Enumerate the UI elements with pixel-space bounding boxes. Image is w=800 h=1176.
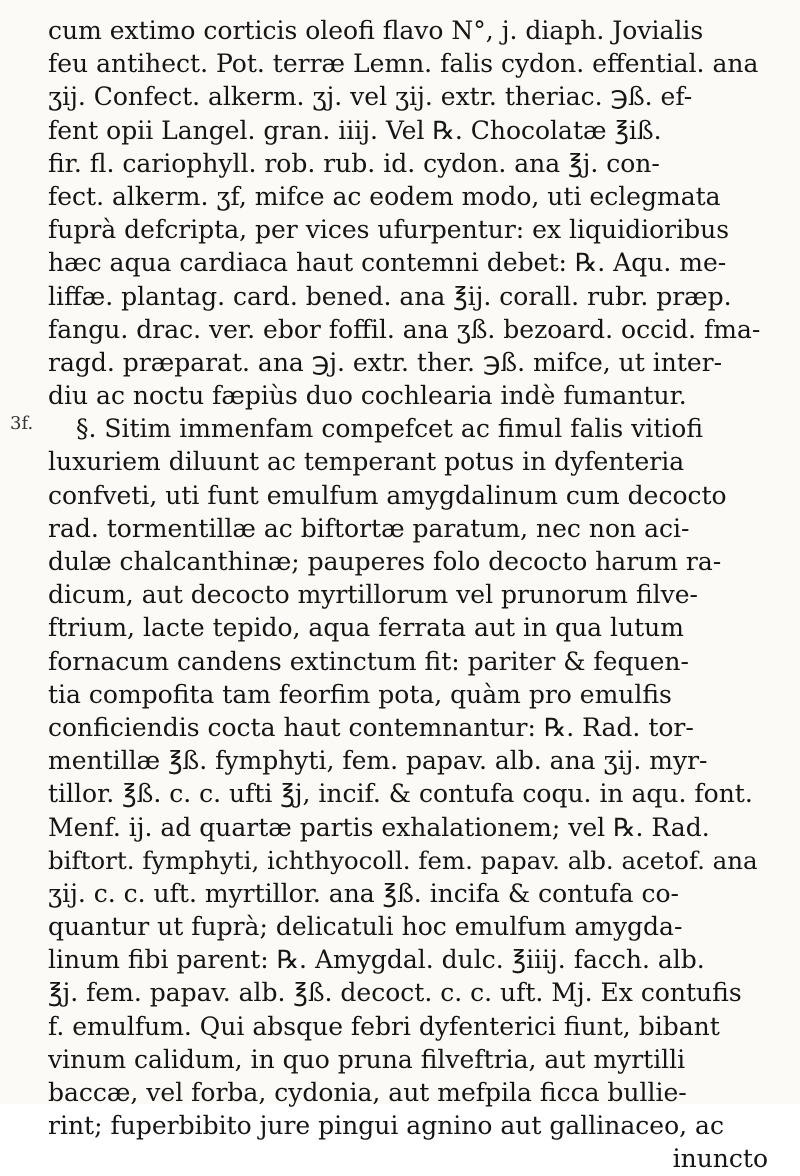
text-line: ʒij. c. c. uft. myrtillor. ana ℥ß. incifa & contufa co- [48,878,679,908]
text-line: dulæ chalcanthinæ; pauperes folo decocto harum ra- [48,547,722,576]
text-line: luxuriem diluunt ac temperant potus in dyfenteria [48,447,685,477]
text-line: fir. fl. cariophyll. rob. rub. id. cydon. ana ℥j. con- [48,148,660,178]
text-line: Menf. ij. ad quartæ partis exhalationem; vel ℞. Rad. [48,812,710,842]
text-line: rad. tormentillæ ac biftortæ paratum, nec non aci- [48,513,690,543]
text-line: f. emulfum. Qui absque febri dyfenterici fiunt, bibant [48,1011,720,1041]
text-line: tillor. ℥ß. c. c. ufti ℥j, incif. & contufa coqu. in aqu. font. [48,779,753,809]
text-line: biftort. fymphyti, ichthyocoll. fem. papav. alb. acetof. ana [48,845,758,875]
text-line: cum extimo corticis oleofi flavo N°, j. diaph. Jovialis [48,16,704,45]
text-block [48,14,768,1176]
text-line: linum fibi parent: ℞. Amygdal. dulc. ℥iiij. facch. alb. [48,945,705,975]
text-line: hæc aqua cardiaca haut contemni debet: ℞. Aqu. me- [48,248,727,278]
text-line: confveti, uti funt emulfum amygdalinum cum decocto [48,480,727,510]
text-line: mentillæ ℥ß. fymphyti, fem. papav. alb. ana ʒij. myr- [48,746,708,776]
text-line: fuprà defcripta, per vices ufurpentur: ex liquidioribus [48,215,730,245]
text-line: ragd. præparat. ana ℈j. extr. ther. ℈ß. mifce, ut inter- [48,347,723,377]
text-line: fangu. drac. ver. ebor foffil. ana ʒß. bezoard. occid. fma- [48,314,761,344]
text-line: diu ac noctu fæpiùs duo cochlearia indè fumantur. [48,381,687,411]
text-line: §. Sitim immenfam compefcet ac fimul falis vitiofi [76,414,704,444]
text-line: ʒij. Confect. alkerm. ʒj. vel ʒij. extr. theriac. ℈ß. ef- [48,82,693,112]
text-line: fect. alkerm. ʒf, mifce ac eodem modo, uti eclegmata [48,181,721,211]
text-line: dicum, aut decocto myrtillorum vel prunorum filve- [48,580,698,610]
text-line: ftrium, lacte tepido, aqua ferrata aut in qua lutum [48,613,684,643]
catchword: inuncto [672,1144,768,1174]
text-line: baccæ, vel forba, cydonia, aut mefpila ficca bullie- [48,1078,687,1107]
text-line: quantur ut fuprà; delicatuli hoc emulfum amygda- [48,912,683,942]
text-line: rint; fuperbibito jure pingui agnino aut gallinaceo, ac [48,1111,724,1141]
text-line: liffæ. plantag. card. bened. ana ℥ij. corall. rubr. præp. [48,281,732,311]
text-line: vinum calidum, in quo pruna filveftria, aut myrtilli [48,1044,686,1074]
text-line: tia compofita tam feorfim pota, quàm pro emulfis [48,679,672,709]
margin-note: 3f. [10,413,34,434]
text-line: fornacum candens extinctum fit: pariter & fequen- [48,646,689,676]
text-line: ℥j. fem. papav. alb. ℥ß. decoct. c. c. uft. Mj. Ex contufis [48,978,742,1008]
text-line: feu antihect. Pot. terræ Lemn. falis cydon. effential. ana [48,49,759,79]
text-line: conficiendis cocta haut contemnantur: ℞. Rad. tor- [48,712,694,742]
text-line: fent opii Langel. gran. iiij. Vel ℞. Chocolatæ ℥iß. [48,115,662,145]
